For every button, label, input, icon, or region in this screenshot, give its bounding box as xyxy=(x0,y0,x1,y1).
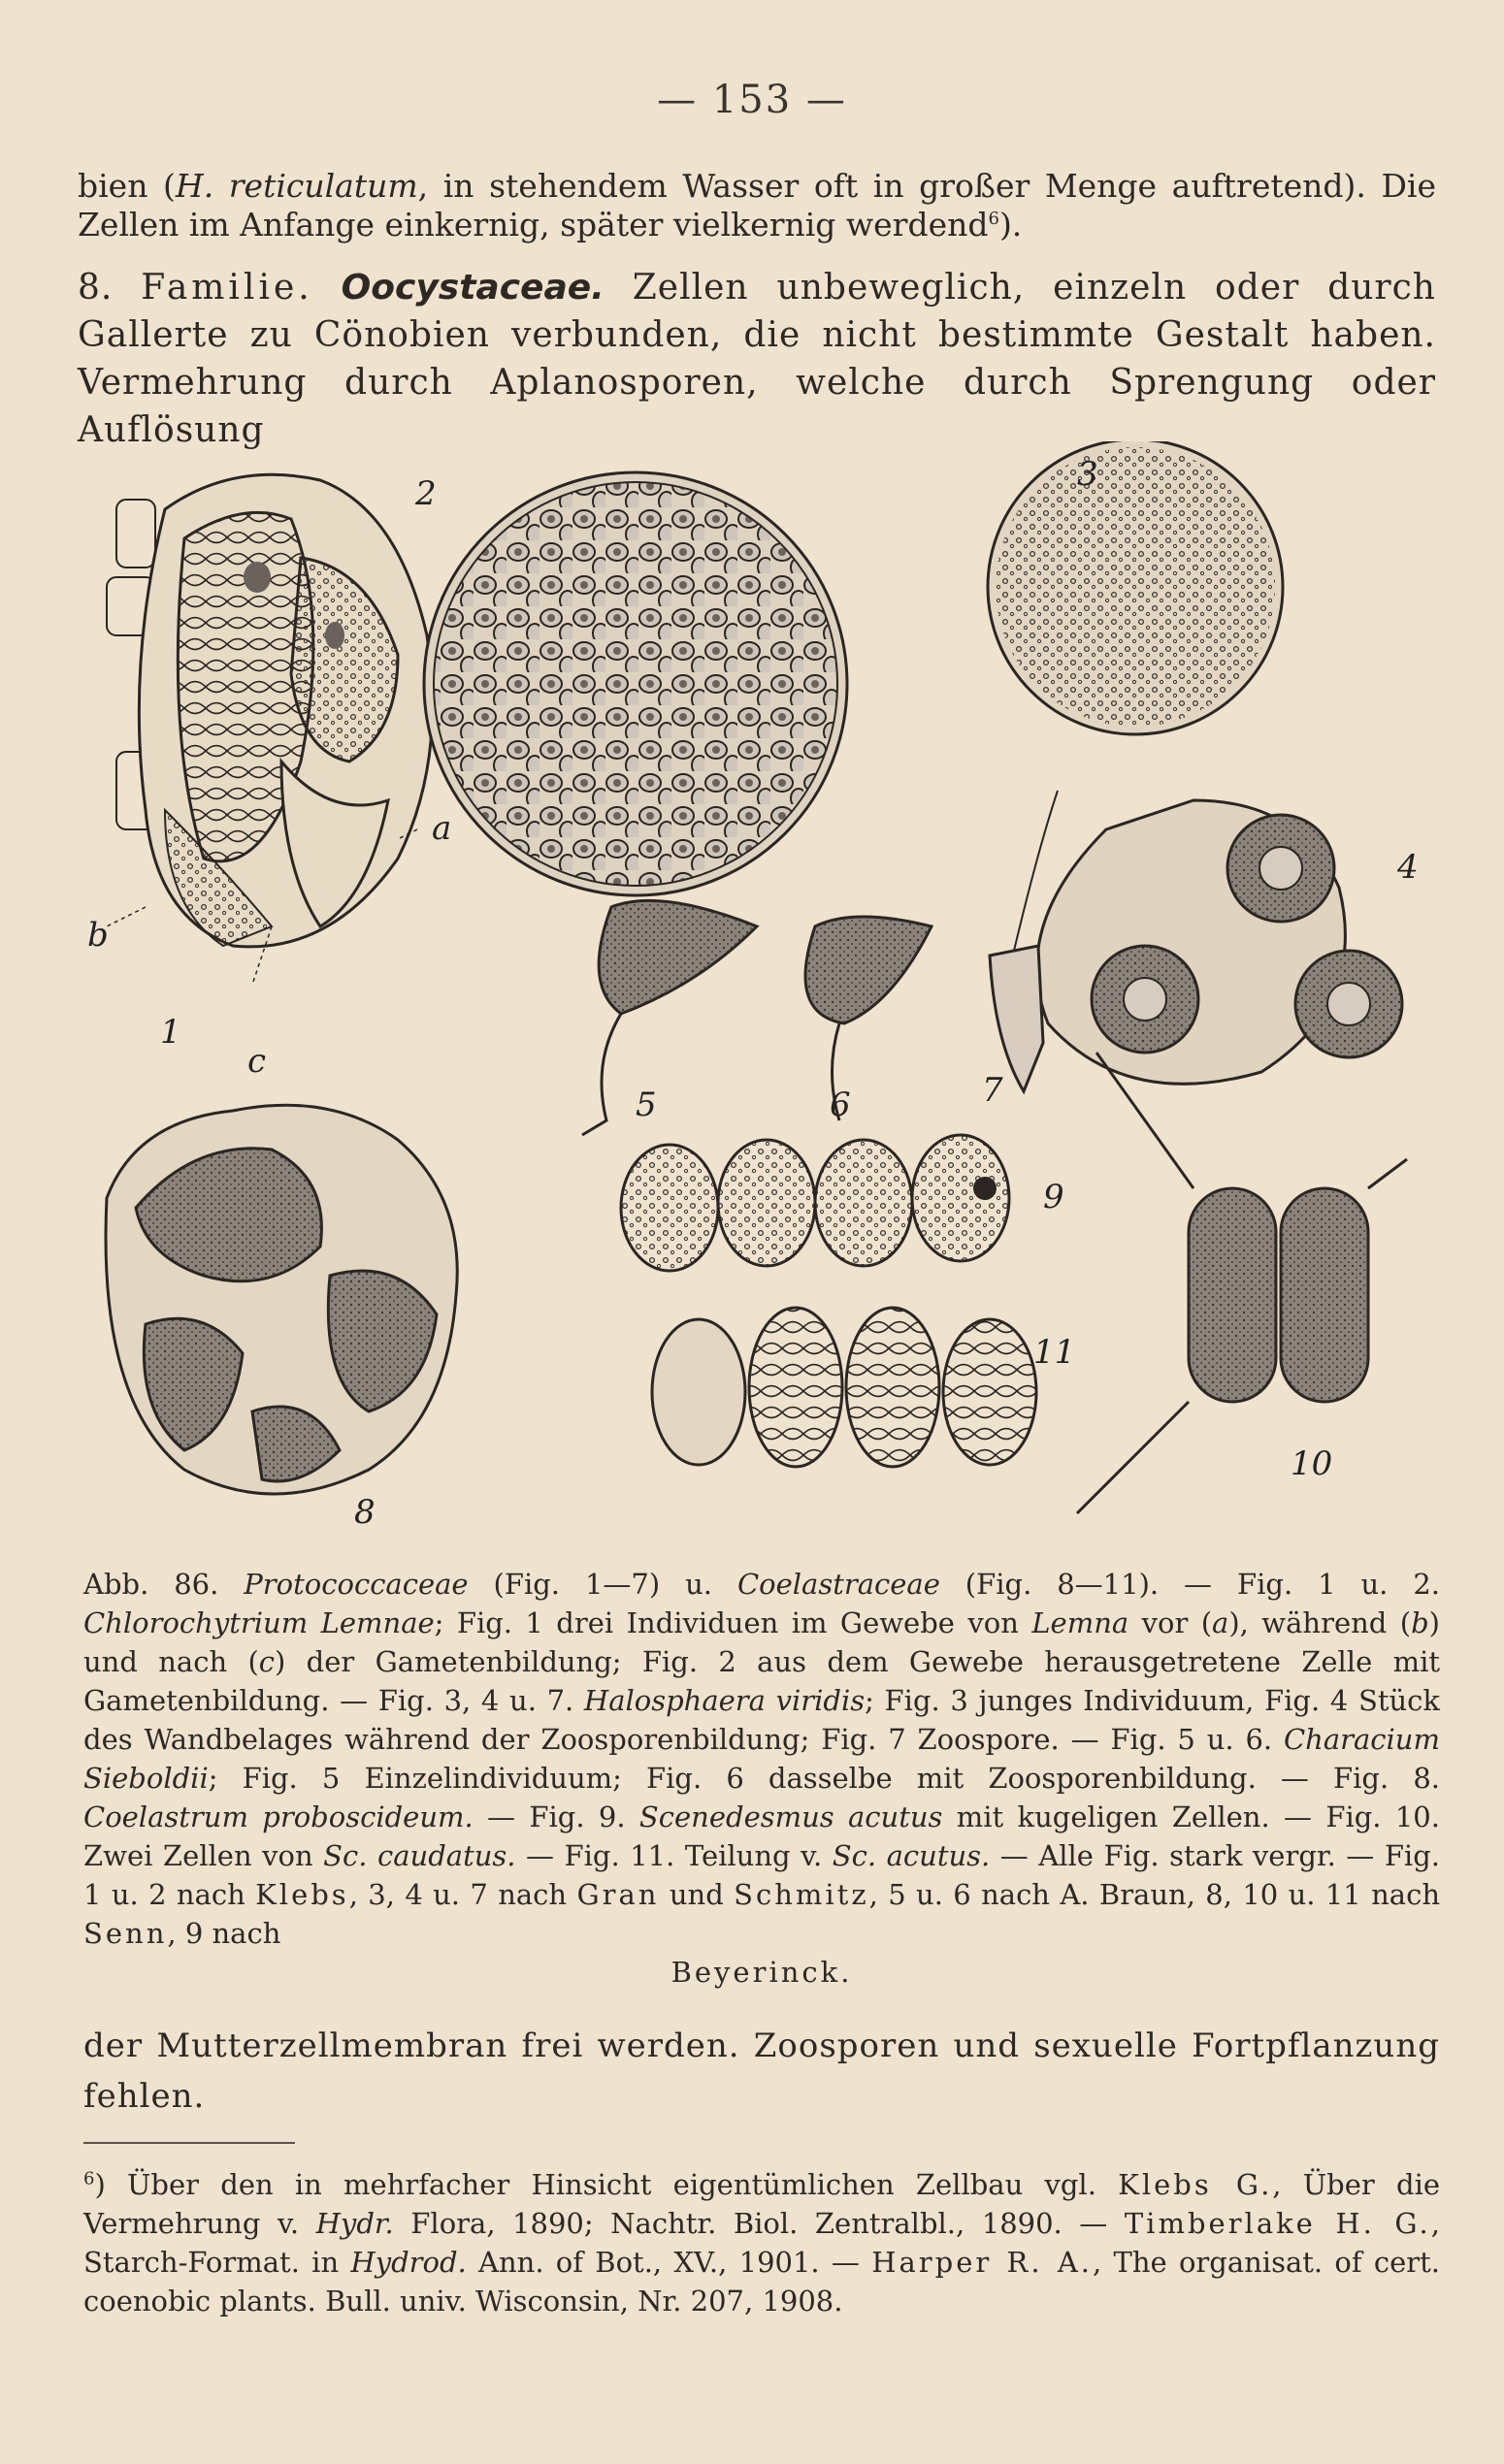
figure-caption xyxy=(83,1565,1440,1992)
fig-label-9: 9 xyxy=(1043,1178,1064,1216)
family-title: Oocystaceae. xyxy=(341,268,605,308)
fig-4-halosphaera-wall xyxy=(1037,800,1402,1084)
taxon-name: Coelastraceae xyxy=(736,1568,940,1601)
species-name: H. reticulatum xyxy=(175,167,418,205)
family-number: 8. xyxy=(78,268,114,308)
caption-text: , 3, 4 u. 7 nach xyxy=(348,1878,577,1911)
caption-text: (Fig. 1—7) u. xyxy=(468,1568,737,1601)
footnote xyxy=(83,2165,1440,2320)
footnote-text: ) Über den in mehrfacher Hinsicht eigentümlichen Zellbau vgl. xyxy=(94,2168,1119,2201)
taxon-name: Hydr. xyxy=(315,2207,394,2240)
text-span: , in stehendem Wasser oft in großer Menge auftretend). Die Zellen im Anfange einkernig, später vielkernig werdend xyxy=(78,167,1436,243)
caption-text: ; Fig. 3 junges Individuum, Fig. 4 Stück des Wandbelages während der Zoosporenbildung; Fig. 7 Zoospore. — Fig. 5 u. 6. xyxy=(83,1684,1440,1756)
author-name: Senn xyxy=(83,1917,168,1950)
family-label: Familie. xyxy=(141,268,313,308)
caption-text: , 5 u. 6 nach xyxy=(868,1878,1061,1911)
author-name: Harper R. A. xyxy=(871,2246,1093,2279)
family-paragraph xyxy=(78,264,1436,454)
footnote-text: Flora, 1890; Nachtr. Biol. Zentralbl., 1890. — xyxy=(393,2207,1125,2240)
caption-text: ) und nach ( xyxy=(83,1606,1440,1678)
fig-label-c: c xyxy=(247,1042,267,1081)
figure-letter: c xyxy=(258,1645,276,1678)
text-span: bien ( xyxy=(78,167,176,205)
taxon-name: Protococcaceae xyxy=(244,1568,469,1601)
fig-label-4: 4 xyxy=(1397,848,1419,887)
fig-9-scenedesmus xyxy=(621,1135,1009,1271)
caption-text: — Fig. 11. Teilung v. xyxy=(515,1839,833,1872)
taxon-name: Sc. acutus. xyxy=(832,1839,991,1872)
taxon-name: Sc. caudatus. xyxy=(323,1839,516,1872)
footnote-divider xyxy=(83,2142,295,2144)
fig-2-cell-with-gametes xyxy=(424,472,847,895)
fig-8-coelastrum xyxy=(106,1105,457,1494)
caption-text: , 9 nach xyxy=(167,1917,281,1950)
paragraph-main: der Mutterzellmembran frei werden. Zoosporen und sexuelle Fortpflanzung fehlen. xyxy=(83,2026,1440,2116)
footnote-text: Ann. of Bot., XV., 1901. — xyxy=(466,2246,872,2279)
fig-label-1: 1 xyxy=(160,1013,181,1052)
author-name: Klebs G. xyxy=(1118,2168,1273,2201)
author-name: Schmitz xyxy=(734,1878,869,1911)
footnote-text: , The organisat. of cert. coenobic plants. Bull. univ. Wisconsin, Nr. 207, 1908. xyxy=(83,2246,1440,2318)
author-name: Klebs xyxy=(255,1878,349,1911)
caption-text: vor ( xyxy=(1128,1606,1213,1639)
fig-label-2: 2 xyxy=(415,474,437,513)
figure-letter: b xyxy=(1411,1606,1429,1639)
caption-text: , 8, 10 u. 11 nach xyxy=(1186,1878,1440,1911)
caption-text: ; Fig. 1 drei Individuen im Gewebe von xyxy=(434,1606,1032,1639)
caption-text: (Fig. 8—11). — Fig. 1 u. 2. xyxy=(939,1568,1440,1601)
taxon-name: Chlorochytrium Lemnae xyxy=(83,1606,435,1639)
figure-drawing xyxy=(78,441,1436,1533)
text-span: ). xyxy=(998,206,1023,243)
fig-label-8: 8 xyxy=(354,1493,376,1532)
caption-text: ), während ( xyxy=(1228,1606,1412,1639)
fig-label-5: 5 xyxy=(636,1086,657,1124)
caption-text: und xyxy=(659,1878,735,1911)
taxon-name: Hydrod. xyxy=(350,2246,467,2279)
page-number: — 153 — xyxy=(657,78,847,122)
fig-1-chlorochytrium-tissue xyxy=(107,474,433,985)
author-name: Gran xyxy=(576,1878,660,1911)
caption-text: ) der Gametenbildung; Fig. 2 aus dem Gewebe herausgetretene Zelle mit Gametenbildung. — Fig. 3, 4 u. 7. xyxy=(83,1645,1440,1717)
fig-label-7: 7 xyxy=(982,1071,1003,1110)
fig-label-10: 10 xyxy=(1291,1444,1333,1483)
footnote-text: , Über die Vermehrung v. xyxy=(83,2168,1441,2240)
taxon-name: Lemna xyxy=(1031,1606,1129,1639)
caption-text: ; Fig. 5 Einzelindividuum; Fig. 6 dasselbe mit Zoosporenbildung. — Fig. 8. xyxy=(208,1762,1440,1795)
taxon-name: Halosphaera viridis xyxy=(583,1684,866,1717)
taxon-name: Characium Sieboldii xyxy=(83,1723,1440,1795)
fig-label-b: b xyxy=(87,916,109,955)
footnote-reference[interactable]: 6 xyxy=(988,209,999,229)
author-name: Beyerinck. xyxy=(670,1956,853,1989)
caption-text: mit kugeligen Zellen. — Fig. 10. Zwei Zellen von xyxy=(83,1800,1440,1872)
caption-text: Abb. 86. xyxy=(83,1568,245,1601)
fig-5-characium xyxy=(582,900,757,1135)
fig-label-6: 6 xyxy=(830,1086,851,1124)
caption-text: — Alle Fig. stark vergr. — Fig. 1 u. 2 nach xyxy=(83,1839,1440,1911)
caption-text: — Fig. 9. xyxy=(473,1800,639,1833)
fig-label-3: 3 xyxy=(1077,455,1098,494)
author-name: Timberlake H. G. xyxy=(1124,2207,1431,2240)
fig-3-halosphaera-young xyxy=(988,441,1283,734)
paragraph-continuation xyxy=(78,167,1436,244)
fig-label-11: 11 xyxy=(1033,1333,1076,1372)
author-name: A. Braun xyxy=(1060,1878,1187,1911)
fig-10-scenedesmus-caudatus xyxy=(1077,1053,1407,1513)
fig-label-a: a xyxy=(432,809,452,848)
fig-6-characium-zoospores xyxy=(805,917,932,1120)
family-description: Zellen unbeweglich, einzeln oder durch Gallerte zu Cönobien verbunden, die nicht bestimmte Gestalt haben. Vermehrung durch Aplanosporen, welche durch Sprengung oder Auflösung xyxy=(78,268,1436,450)
taxon-name: Coelastrum proboscideum. xyxy=(83,1800,474,1833)
taxon-name: Scenedesmus acutus xyxy=(638,1800,943,1833)
figure-86-illustration xyxy=(78,441,1436,1533)
footnote-number: 6 xyxy=(83,2168,95,2189)
footnote-text: , Starch-Format. in xyxy=(83,2207,1440,2279)
figure-letter: a xyxy=(1212,1606,1229,1639)
fig-11-scenedesmus-division xyxy=(652,1308,1036,1467)
